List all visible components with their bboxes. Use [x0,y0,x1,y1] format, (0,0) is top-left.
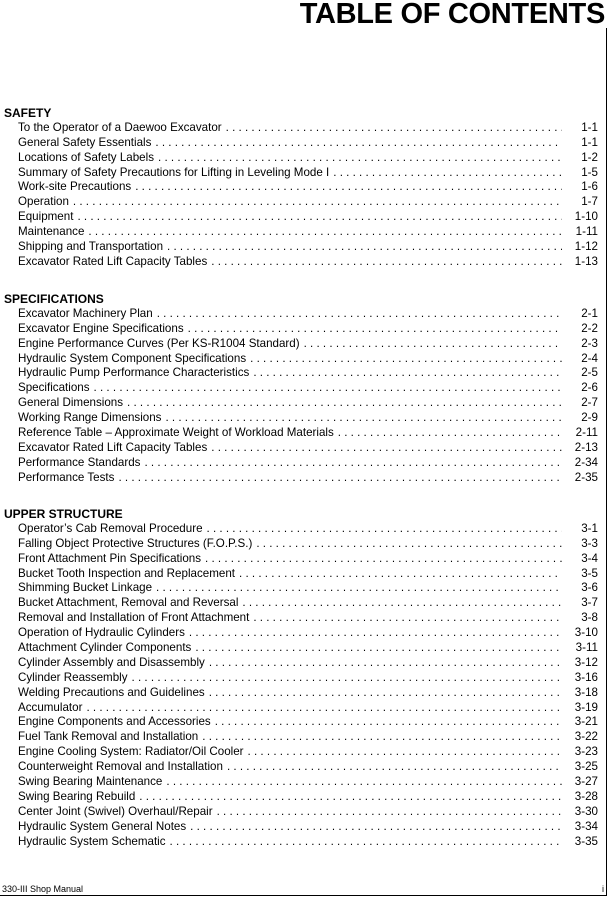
footer-page-number: i [602,884,604,894]
toc-entry[interactable] [4,522,598,537]
toc-entry-page: 2-35 [574,470,598,484]
toc-entry[interactable] [4,337,598,352]
toc-entry-label: Excavator Machinery Plan [18,306,153,320]
section-heading: SPECIFICATIONS [4,292,104,306]
toc-entry[interactable] [4,136,598,151]
toc-entry-page: 3-3 [581,536,598,550]
toc-entry-label: Locations of Safety Labels [18,150,154,164]
toc-entry-label: Operation of Hydraulic Cylinders [18,626,185,640]
toc-entry-label: Summary of Safety Precautions for Lifting in Leveling Mode I [18,165,330,179]
toc-entry-page: 1-2 [581,150,598,164]
toc-entry-page: 2-3 [581,336,598,350]
toc-entry[interactable] [4,426,598,441]
dot-leader [250,352,562,367]
toc-entry[interactable] [4,366,598,381]
toc-entry-label: Engine Components and Accessories [18,715,211,729]
dot-leader [215,715,562,730]
toc-entry-page: 3-8 [581,611,598,625]
toc-entry-page: 3-19 [574,700,598,714]
toc-entry[interactable] [4,626,598,641]
toc-entry-page: 2-1 [581,306,598,320]
dot-leader [242,596,562,611]
dot-leader [211,441,562,456]
toc-entry-label: Fuel Tank Removal and Installation [18,730,199,744]
dot-leader [205,552,562,567]
toc-entry[interactable] [4,641,598,656]
toc-entry-page: 3-23 [574,745,598,759]
toc-entry-page: 3-30 [574,804,598,818]
toc-entry-page: 3-7 [581,596,598,610]
toc-entry[interactable] [4,307,598,322]
toc-entry-label: Welding Precautions and Guidelines [18,685,205,699]
dot-leader [207,522,562,537]
toc-entry-label: Swing Bearing Maintenance [18,775,163,789]
toc-entry-label: Accumulator [18,700,83,714]
dot-leader [189,626,562,641]
page-frame-right-rule [606,28,607,896]
toc-entry[interactable] [4,151,598,166]
dot-leader [135,180,562,195]
toc-entry-label: Excavator Rated Lift Capacity Tables [18,254,208,268]
dot-leader [333,166,562,181]
toc-entry-page: 1-1 [581,120,598,134]
toc-entry-page: 3-28 [574,789,598,803]
dot-leader [86,701,562,716]
dot-leader [73,195,562,210]
toc-entry-label: General Dimensions [18,396,124,410]
toc-entry[interactable] [4,411,598,426]
toc-entry-label: Swing Bearing Rebuild [18,789,136,803]
dot-leader [248,745,562,760]
toc-entry[interactable] [4,195,598,210]
dot-leader [209,686,562,701]
toc-entry-label: Excavator Rated Lift Capacity Tables [18,440,208,454]
toc-entry[interactable] [4,552,598,567]
toc-entry-page: 2-11 [575,426,598,440]
dot-leader [239,567,562,582]
toc-entry[interactable] [4,441,598,456]
toc-entry[interactable] [4,471,598,486]
toc-entry-label: Performance Standards [18,455,141,469]
toc-entry-list [4,522,598,850]
toc-entry-page: 3-25 [574,760,598,774]
dot-leader [195,641,562,656]
toc-entry-page: 3-18 [574,685,598,699]
toc-entry-label: Shipping and Transportation [18,240,164,254]
dot-leader [253,611,562,626]
toc-entry[interactable] [4,730,598,745]
toc-entry[interactable] [4,790,598,805]
dot-leader [166,775,562,790]
toc-entry-label: Hydraulic Pump Performance Characteristics [18,366,250,380]
toc-entry[interactable] [4,656,598,671]
toc-entry-page: 3-6 [581,581,598,595]
toc-entry-label: Removal and Installation of Front Attachment [18,611,250,625]
toc-entry-page: 3-27 [574,775,598,789]
toc-entry[interactable] [4,567,598,582]
dot-leader [217,805,562,820]
toc-entry-label: Hydraulic System General Notes [18,819,187,833]
toc-entry-label: Work-site Precautions [18,180,132,194]
toc-entry-page: 3-21 [574,715,598,729]
toc-entry-page: 3-16 [574,670,598,684]
toc-entry-page: 1-13 [574,254,598,268]
dot-leader [132,671,562,686]
toc-entry-page: 2-2 [581,321,598,335]
toc-entry-page: 3-5 [581,566,598,580]
toc-entry-page: 1-12 [574,240,598,254]
dot-leader [304,337,562,352]
toc-entry-page: 2-34 [574,455,598,469]
toc-entry-label: Operator’s Cab Removal Procedure [18,521,203,535]
toc-entry-label: Attachment Cylinder Components [18,641,192,655]
toc-entry-label: Equipment [18,210,74,224]
dot-leader [338,426,562,441]
toc-section-upper-structure [4,507,598,850]
toc-entry-page: 3-22 [574,730,598,744]
toc-entry[interactable] [4,835,598,850]
toc-entry-label: Hydraulic System Schematic [18,834,166,848]
page-frame-bottom-rule [0,895,607,896]
toc-entry-label: Reference Table – Approximate Weight of Workload Materials [18,426,334,440]
toc-entry[interactable] [4,255,598,270]
toc-entry-page: 1-7 [581,195,598,209]
dot-leader [227,760,562,775]
dot-leader [226,121,562,136]
toc-entry[interactable] [4,240,598,255]
dot-leader [127,396,562,411]
toc-entry-label: General Safety Essentials [18,135,152,149]
footer-manual-name: 330-III Shop Manual [2,884,84,894]
dot-leader [256,537,562,552]
toc-entry[interactable] [4,671,598,686]
toc-entry[interactable] [4,381,598,396]
toc-entry-page: 1-6 [581,180,598,194]
page-title: TABLE OF CONTENTS [299,0,605,30]
toc-entry-page: 2-4 [581,351,598,365]
toc-entry[interactable] [4,537,598,552]
toc-entry[interactable] [4,596,598,611]
dot-leader [253,366,562,381]
toc-entry[interactable] [4,611,598,626]
toc-entry-label: Excavator Engine Specifications [18,321,184,335]
toc-entry-label: Maintenance [18,225,85,239]
dot-leader [211,255,562,270]
toc-entry[interactable] [4,396,598,411]
toc-entry-page: 1-1 [581,135,598,149]
dot-leader [158,151,562,166]
toc-entry[interactable] [4,456,598,471]
toc-entry-page: 3-10 [574,626,598,640]
toc-entry-page: 2-7 [581,396,598,410]
toc-entry-page: 2-6 [581,381,598,395]
toc-entry-label: Working Range Dimensions [18,411,162,425]
toc-entry-label: Engine Cooling System: Radiator/Oil Cooler [18,745,244,759]
dot-leader [167,240,562,255]
toc-entry[interactable] [4,225,598,240]
toc-section-specifications [4,292,598,486]
toc-entry-label: Operation [18,195,69,209]
toc-entry[interactable] [4,581,598,596]
toc-entry-label: To the Operator of a Daewoo Excavator [18,120,222,134]
toc-entry-label: Specifications [18,381,90,395]
toc-entry[interactable] [4,352,598,367]
toc-section-safety [4,106,598,270]
toc-entry-label: Hydraulic System Component Specifications [18,351,247,365]
toc-entry-page: 3-34 [574,819,598,833]
toc-entry-page: 1-5 [581,165,598,179]
toc-entry-label: Shimming Bucket Linkage [18,581,153,595]
toc-entry[interactable] [4,180,598,195]
dot-leader [156,581,562,596]
toc-entry-label: Counterweight Removal and Installation [18,760,223,774]
toc-entry[interactable] [4,322,598,337]
dot-leader [118,471,562,486]
dot-leader [144,456,562,471]
toc-entry-list [4,307,598,486]
dot-leader [170,835,562,850]
dot-leader [157,307,562,322]
dot-leader [77,210,562,225]
toc-entry-label: Bucket Attachment, Removal and Reversal [18,596,239,610]
dot-leader [165,411,562,426]
toc-entry-page: 2-13 [574,440,598,454]
dot-leader [202,730,562,745]
section-heading: UPPER STRUCTURE [4,507,123,521]
toc-entry[interactable] [4,745,598,760]
toc-entry-label: Front Attachment Pin Specifications [18,551,202,565]
toc-entry[interactable] [4,805,598,820]
dot-leader [190,820,562,835]
toc-entry-page: 3-1 [581,521,598,535]
toc-entry[interactable] [4,210,598,225]
dot-leader [139,790,562,805]
toc-entry[interactable] [4,715,598,730]
toc-entry-page: 1-11 [575,225,598,239]
toc-entry[interactable] [4,775,598,790]
dot-leader [188,322,562,337]
dot-leader [155,136,562,151]
toc-entry-page: 3-35 [574,834,598,848]
toc-entry-label: Cylinder Reassembly [18,670,128,684]
toc-entry[interactable] [4,701,598,716]
toc-entry[interactable] [4,820,598,835]
toc-entry-label: Falling Object Protective Structures (F.O.P.S.) [18,536,253,550]
toc-entry-label: Engine Performance Curves (Per KS-R1004 Standard) [18,336,300,350]
toc-entry-page: 3-12 [574,655,598,669]
toc-entry-label: Bucket Tooth Inspection and Replacement [18,566,235,580]
toc-entry[interactable] [4,686,598,701]
dot-leader [209,656,562,671]
toc-entry[interactable] [4,166,598,181]
toc-entry[interactable] [4,760,598,775]
toc-entry-page: 2-5 [581,366,598,380]
toc-entry[interactable] [4,121,598,136]
toc-entry-page: 1-10 [574,210,598,224]
toc-entry-list [4,121,598,270]
toc-entry-page: 2-9 [581,411,598,425]
dot-leader [88,225,562,240]
toc-entry-label: Performance Tests [18,470,115,484]
toc-entry-page: 3-4 [581,551,598,565]
toc-entry-page: 3-11 [575,641,598,655]
dot-leader [94,381,562,396]
section-heading: SAFETY [4,106,52,120]
toc-entry-label: Center Joint (Swivel) Overhaul/Repair [18,804,213,818]
toc-entry-label: Cylinder Assembly and Disassembly [18,655,205,669]
